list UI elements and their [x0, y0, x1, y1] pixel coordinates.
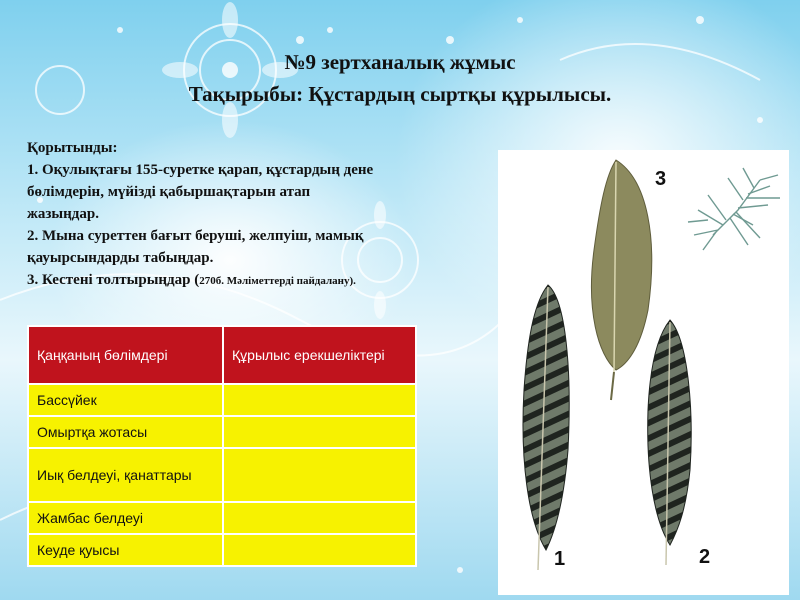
task-3-text: 3. Кестені толтырыңдар (	[27, 272, 200, 288]
task-2-line: қауырсындарды табыңдар.	[27, 250, 214, 266]
contour-feather-icon	[591, 160, 651, 400]
feather-label-1: 1	[554, 548, 566, 570]
row-label: Жамбас белдеуі	[28, 502, 223, 534]
row-label: Бассүйек	[28, 384, 223, 416]
answer-cell[interactable]	[223, 448, 416, 502]
feather-figure	[498, 150, 789, 595]
table-row	[28, 416, 416, 448]
task-2-line: 2. Мына суреттен бағыт беруші, желпуіш, мамық	[27, 228, 364, 244]
row-label: Кеуде қуысы	[28, 534, 223, 566]
table-row	[28, 534, 416, 566]
table-row	[28, 448, 416, 502]
conclusion-text	[27, 137, 497, 292]
down-feather-icon	[688, 168, 780, 250]
task-1-line: жазыңдар.	[27, 206, 99, 222]
feathers-illustration	[498, 150, 789, 595]
feather-label-3: 3	[655, 168, 667, 190]
topic-title: Тақырыбы: Құстардың сыртқы құрылысы.	[188, 82, 612, 106]
column-header: Қаңқаның бөлімдері	[28, 326, 223, 384]
answer-cell[interactable]	[223, 416, 416, 448]
row-label: Иық белдеуі, қанаттары	[28, 448, 223, 502]
column-header: Құрылыс ерекшеліктері	[223, 326, 416, 384]
row-label: Омыртқа жотасы	[28, 416, 223, 448]
feather-label-2: 2	[699, 546, 711, 568]
task-1-line: 1. Оқулықтағы 155-суретке қарап, құстардың дене	[27, 162, 374, 178]
answer-cell[interactable]	[223, 502, 416, 534]
flight-feather-1-icon	[523, 285, 569, 570]
table-row	[28, 384, 416, 416]
answer-cell[interactable]	[223, 534, 416, 566]
task-1-line: бөлімдерін, мүйізді қабыршақтарын атап	[27, 184, 311, 200]
task-3-reference: 270б. Мәліметтерді пайдалану).	[199, 275, 356, 287]
answer-cell[interactable]	[223, 384, 416, 416]
flight-feather-2-icon	[648, 320, 691, 565]
lab-number-title: №9 зертханалық жұмыс	[284, 50, 516, 74]
skeleton-table	[27, 325, 417, 567]
table-header-row	[28, 326, 416, 384]
table-row	[28, 502, 416, 534]
conclusion-heading: Қорытынды:	[27, 140, 118, 156]
task-3-line	[27, 269, 497, 292]
